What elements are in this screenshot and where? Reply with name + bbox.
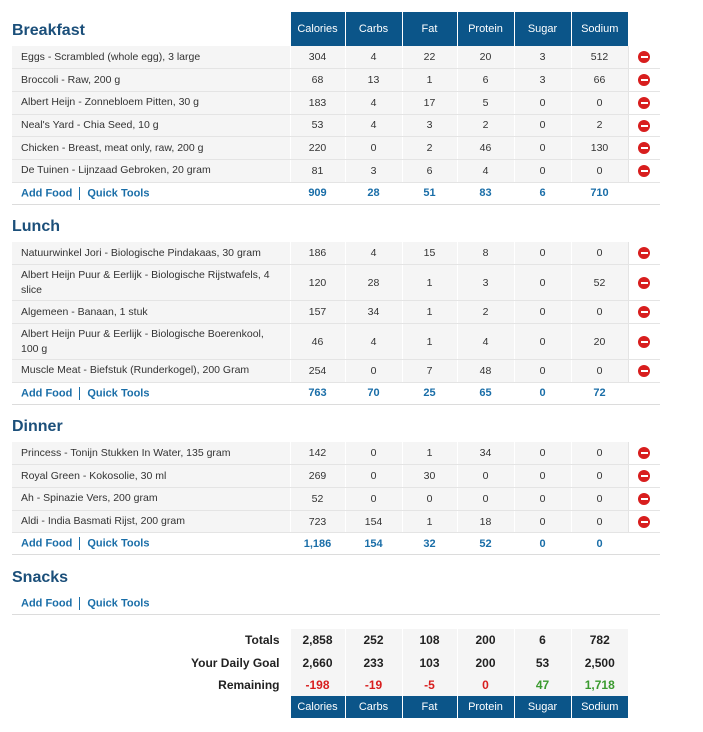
food-name-link[interactable]: Natuurwinkel Jori - Biologische Pindakaas, 30 gram <box>12 242 290 265</box>
remove-circle-icon[interactable] <box>638 247 650 259</box>
column-header-carbs: Carbs <box>345 12 402 46</box>
food-protein: 34 <box>457 442 514 465</box>
quick-tools-link[interactable]: Quick Tools <box>87 537 150 550</box>
remaining-row-sugar: 47 <box>514 674 571 697</box>
food-sodium: 0 <box>571 465 628 488</box>
food-sodium: 20 <box>571 324 628 360</box>
remove-food-button[interactable] <box>628 46 660 69</box>
meal-actions <box>12 533 290 555</box>
meal-total-sugar: 6 <box>514 182 571 204</box>
food-fat: 30 <box>402 465 457 488</box>
food-sugar: 0 <box>514 510 571 533</box>
meal-total-sodium: 710 <box>571 182 628 204</box>
food-name-link[interactable]: Broccoli - Raw, 200 g <box>12 69 290 92</box>
food-name-link[interactable]: Princess - Tonijn Stukken In Water, 135 gram <box>12 442 290 465</box>
remove-circle-icon[interactable] <box>638 516 650 528</box>
food-fat: 6 <box>402 159 457 182</box>
meal-header-row <box>12 12 660 46</box>
meal-total-protein: 83 <box>457 182 514 204</box>
food-calories: 52 <box>290 488 345 511</box>
food-row <box>12 242 660 265</box>
footer-column-headers <box>12 696 660 718</box>
remaining-row-sodium: 1,718 <box>571 674 628 697</box>
remove-circle-icon[interactable] <box>638 142 650 154</box>
food-name-link[interactable]: Ah - Spinazie Vers, 200 gram <box>12 488 290 511</box>
food-fat: 1 <box>402 265 457 301</box>
add-food-link[interactable]: Add Food <box>21 387 73 400</box>
link-separator <box>79 537 80 550</box>
meal-total-carbs: 70 <box>345 382 402 404</box>
food-name-link[interactable]: Albert Heijn Puur & Eerlijk - Biologische Boerenkool, 100 g <box>12 324 290 360</box>
food-calories: 46 <box>290 324 345 360</box>
food-fat: 3 <box>402 114 457 137</box>
food-fat: 0 <box>402 488 457 511</box>
meal-total-protein: 52 <box>457 533 514 555</box>
remaining-row-protein: 0 <box>457 674 514 697</box>
meal-total-carbs: 28 <box>345 182 402 204</box>
food-row <box>12 324 660 360</box>
meal-total-sugar <box>514 593 571 615</box>
food-sugar: 0 <box>514 159 571 182</box>
remaining-row-calories: -198 <box>290 674 345 697</box>
column-header-protein: Protein <box>457 12 514 46</box>
column-header-sodium: Sodium <box>571 12 628 46</box>
food-fat: 15 <box>402 242 457 265</box>
meal-total-fat: 25 <box>402 382 457 404</box>
food-fat: 1 <box>402 69 457 92</box>
meal-total-calories: 909 <box>290 182 345 204</box>
totals-row <box>12 629 660 652</box>
remove-circle-icon[interactable] <box>638 493 650 505</box>
meal-title: Lunch <box>12 204 290 242</box>
food-sugar: 0 <box>514 265 571 301</box>
meal-totals-row <box>12 593 660 615</box>
meal-total-sugar: 0 <box>514 533 571 555</box>
meal-total-carbs <box>345 593 402 615</box>
meal-total-calories: 763 <box>290 382 345 404</box>
remove-food-button[interactable] <box>628 324 660 360</box>
food-sugar: 0 <box>514 360 571 383</box>
link-separator <box>79 387 80 400</box>
food-row <box>12 488 660 511</box>
column-header-calories: Calories <box>290 12 345 46</box>
food-calories: 157 <box>290 301 345 324</box>
food-carbs: 4 <box>345 114 402 137</box>
food-carbs: 4 <box>345 324 402 360</box>
footer-column-header-sodium: Sodium <box>571 696 628 718</box>
food-sodium: 66 <box>571 69 628 92</box>
food-sugar: 0 <box>514 488 571 511</box>
meal-totals-row <box>12 382 660 404</box>
food-carbs: 3 <box>345 159 402 182</box>
meal-total-protein: 65 <box>457 382 514 404</box>
food-name-link[interactable]: Algemeen - Banaan, 1 stuk <box>12 301 290 324</box>
meal-title: Snacks <box>12 555 290 593</box>
food-sodium: 512 <box>571 46 628 69</box>
daily-goal-row <box>12 651 660 674</box>
food-protein: 4 <box>457 324 514 360</box>
food-sodium: 0 <box>571 360 628 383</box>
column-header-sugar: Sugar <box>514 12 571 46</box>
meal-total-sugar: 0 <box>514 382 571 404</box>
remaining-row-fat: -5 <box>402 674 457 697</box>
totals-row-label: Totals <box>12 629 290 652</box>
quick-tools-link[interactable]: Quick Tools <box>87 387 150 400</box>
food-fat: 1 <box>402 301 457 324</box>
food-sodium: 0 <box>571 488 628 511</box>
food-protein: 46 <box>457 137 514 160</box>
remove-food-button[interactable] <box>628 159 660 182</box>
food-sodium: 0 <box>571 442 628 465</box>
footer-column-header-carbs: Carbs <box>345 696 402 718</box>
food-sodium: 2 <box>571 114 628 137</box>
meal-total-calories: 1,186 <box>290 533 345 555</box>
meal-actions <box>12 382 290 404</box>
food-protein: 18 <box>457 510 514 533</box>
food-row <box>12 301 660 324</box>
meal-totals-row <box>12 533 660 555</box>
food-calories: 183 <box>290 91 345 114</box>
food-calories: 120 <box>290 265 345 301</box>
food-name-link[interactable]: Muscle Meat - Biefstuk (Runderkogel), 200 Gram <box>12 360 290 383</box>
food-carbs: 0 <box>345 442 402 465</box>
meal-total-sodium: 72 <box>571 382 628 404</box>
meal-actions <box>12 182 290 204</box>
food-name-link[interactable]: De Tuinen - Lijnzaad Gebroken, 20 gram <box>12 159 290 182</box>
food-calories: 68 <box>290 69 345 92</box>
food-name-link[interactable]: Albert Heijn - Zonnebloem Pitten, 30 g <box>12 91 290 114</box>
add-food-link[interactable]: Add Food <box>21 537 73 550</box>
food-name-link[interactable]: Royal Green - Kokosolie, 30 ml <box>12 465 290 488</box>
food-name-link[interactable]: Albert Heijn Puur & Eerlijk - Biologische Rijstwafels, 4 slice <box>12 265 290 301</box>
food-name-link[interactable]: Aldi - India Basmati Rijst, 200 gram <box>12 510 290 533</box>
meal-header-row <box>12 204 660 242</box>
meal-total-fat: 32 <box>402 533 457 555</box>
remove-circle-icon[interactable] <box>638 165 650 177</box>
food-protein: 6 <box>457 69 514 92</box>
totals-row-protein: 200 <box>457 629 514 652</box>
daily-goal-row-label: Your Daily Goal <box>12 651 290 674</box>
food-row <box>12 91 660 114</box>
daily-goal-row-sugar: 53 <box>514 651 571 674</box>
remove-food-button[interactable] <box>628 69 660 92</box>
meal-total-calories <box>290 593 345 615</box>
food-row <box>12 114 660 137</box>
meal-actions <box>12 593 290 615</box>
food-sodium: 130 <box>571 137 628 160</box>
food-sugar: 0 <box>514 137 571 160</box>
totals-row-carbs: 252 <box>345 629 402 652</box>
food-carbs: 4 <box>345 46 402 69</box>
link-separator <box>79 187 80 200</box>
food-sugar: 3 <box>514 46 571 69</box>
meal-totals-row <box>12 182 660 204</box>
remove-circle-icon[interactable] <box>638 336 650 348</box>
remove-circle-icon[interactable] <box>638 74 650 86</box>
food-sodium: 0 <box>571 510 628 533</box>
food-carbs: 28 <box>345 265 402 301</box>
food-sugar: 3 <box>514 69 571 92</box>
food-name-link[interactable]: Chicken - Breast, meat only, raw, 200 g <box>12 137 290 160</box>
remove-circle-icon[interactable] <box>638 470 650 482</box>
remove-food-button[interactable] <box>628 137 660 160</box>
food-calories: 723 <box>290 510 345 533</box>
food-row <box>12 159 660 182</box>
food-calories: 81 <box>290 159 345 182</box>
remove-food-button[interactable] <box>628 91 660 114</box>
add-food-link[interactable]: Add Food <box>21 597 73 610</box>
meal-header-row <box>12 404 660 442</box>
food-calories: 304 <box>290 46 345 69</box>
food-sodium: 52 <box>571 265 628 301</box>
food-calories: 186 <box>290 242 345 265</box>
food-sugar: 0 <box>514 242 571 265</box>
food-carbs: 0 <box>345 137 402 160</box>
totals-row-fat: 108 <box>402 629 457 652</box>
remaining-row-label: Remaining <box>12 674 290 697</box>
remaining-row-carbs: -19 <box>345 674 402 697</box>
food-diary-table <box>12 12 660 718</box>
food-carbs: 0 <box>345 488 402 511</box>
food-calories: 269 <box>290 465 345 488</box>
remove-food-button[interactable] <box>628 488 660 511</box>
food-protein: 5 <box>457 91 514 114</box>
food-protein: 8 <box>457 242 514 265</box>
food-protein: 0 <box>457 465 514 488</box>
quick-tools-link[interactable]: Quick Tools <box>87 597 150 610</box>
footer-column-header-protein: Protein <box>457 696 514 718</box>
remove-food-button[interactable] <box>628 265 660 301</box>
food-carbs: 0 <box>345 360 402 383</box>
food-fat: 1 <box>402 324 457 360</box>
food-row <box>12 360 660 383</box>
food-fat: 1 <box>402 510 457 533</box>
food-protein: 2 <box>457 301 514 324</box>
remove-food-button[interactable] <box>628 114 660 137</box>
remove-circle-icon[interactable] <box>638 277 650 289</box>
food-sodium: 0 <box>571 301 628 324</box>
food-sodium: 0 <box>571 159 628 182</box>
remove-food-button[interactable] <box>628 301 660 324</box>
food-row <box>12 137 660 160</box>
meal-title: Breakfast <box>12 12 290 46</box>
food-row <box>12 510 660 533</box>
food-sugar: 0 <box>514 114 571 137</box>
food-fat: 17 <box>402 91 457 114</box>
food-carbs: 0 <box>345 465 402 488</box>
food-calories: 254 <box>290 360 345 383</box>
daily-goal-row-calories: 2,660 <box>290 651 345 674</box>
daily-goal-row-sodium: 2,500 <box>571 651 628 674</box>
remove-food-button[interactable] <box>628 465 660 488</box>
food-fat: 1 <box>402 442 457 465</box>
food-row <box>12 46 660 69</box>
link-separator <box>79 597 80 610</box>
footer-column-header-fat: Fat <box>402 696 457 718</box>
food-sugar: 0 <box>514 442 571 465</box>
food-fat: 2 <box>402 137 457 160</box>
remove-food-button[interactable] <box>628 242 660 265</box>
remove-circle-icon[interactable] <box>638 306 650 318</box>
food-protein: 4 <box>457 159 514 182</box>
totals-row-sugar: 6 <box>514 629 571 652</box>
food-protein: 0 <box>457 488 514 511</box>
food-name-link[interactable]: Eggs - Scrambled (whole egg), 3 large <box>12 46 290 69</box>
food-sugar: 0 <box>514 465 571 488</box>
food-carbs: 34 <box>345 301 402 324</box>
food-protein: 3 <box>457 265 514 301</box>
remove-food-button[interactable] <box>628 510 660 533</box>
food-protein: 20 <box>457 46 514 69</box>
food-calories: 142 <box>290 442 345 465</box>
daily-goal-row-protein: 200 <box>457 651 514 674</box>
totals-row-sodium: 782 <box>571 629 628 652</box>
daily-goal-row-carbs: 233 <box>345 651 402 674</box>
meal-header-row <box>12 555 660 593</box>
remove-circle-icon[interactable] <box>638 120 650 132</box>
meal-total-fat <box>402 593 457 615</box>
food-carbs: 4 <box>345 242 402 265</box>
column-header-fat: Fat <box>402 12 457 46</box>
add-food-link[interactable]: Add Food <box>21 187 73 200</box>
food-sugar: 0 <box>514 91 571 114</box>
food-sugar: 0 <box>514 324 571 360</box>
remove-circle-icon[interactable] <box>638 447 650 459</box>
remove-food-button[interactable] <box>628 360 660 383</box>
food-protein: 2 <box>457 114 514 137</box>
food-sugar: 0 <box>514 301 571 324</box>
daily-goal-row-fat: 103 <box>402 651 457 674</box>
food-fat: 7 <box>402 360 457 383</box>
meal-total-sodium: 0 <box>571 533 628 555</box>
quick-tools-link[interactable]: Quick Tools <box>87 187 150 200</box>
food-row <box>12 69 660 92</box>
food-sodium: 0 <box>571 242 628 265</box>
meal-total-sodium <box>571 593 628 615</box>
footer-column-header-calories: Calories <box>290 696 345 718</box>
remove-circle-icon[interactable] <box>638 97 650 109</box>
food-calories: 220 <box>290 137 345 160</box>
food-calories: 53 <box>290 114 345 137</box>
food-row <box>12 465 660 488</box>
food-carbs: 4 <box>345 91 402 114</box>
meal-total-fat: 51 <box>402 182 457 204</box>
meal-title: Dinner <box>12 404 290 442</box>
food-protein: 48 <box>457 360 514 383</box>
remaining-row <box>12 674 660 697</box>
footer-column-header-sugar: Sugar <box>514 696 571 718</box>
remove-circle-icon[interactable] <box>638 51 650 63</box>
food-carbs: 154 <box>345 510 402 533</box>
remove-food-button[interactable] <box>628 442 660 465</box>
food-sodium: 0 <box>571 91 628 114</box>
remove-circle-icon[interactable] <box>638 365 650 377</box>
meal-total-carbs: 154 <box>345 533 402 555</box>
meal-total-protein <box>457 593 514 615</box>
food-row <box>12 265 660 301</box>
food-row <box>12 442 660 465</box>
food-name-link[interactable]: Neal's Yard - Chia Seed, 10 g <box>12 114 290 137</box>
totals-row-calories: 2,858 <box>290 629 345 652</box>
food-carbs: 13 <box>345 69 402 92</box>
food-fat: 22 <box>402 46 457 69</box>
